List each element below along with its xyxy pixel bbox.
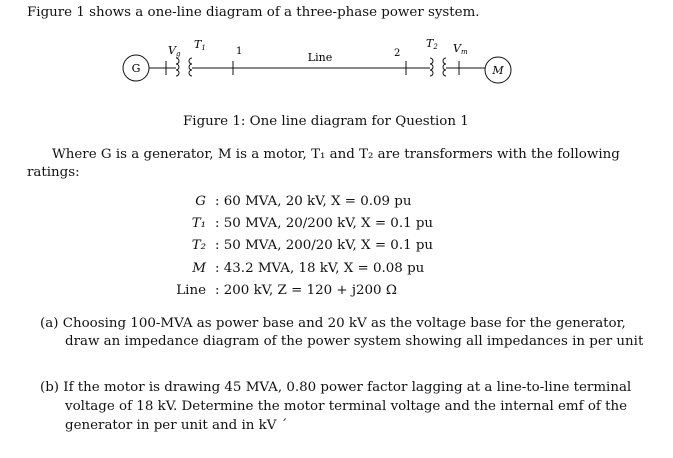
where-text-line1: Where G is a generator, M is a motor, T₁ and T₂ are transformers with the following [52,147,620,162]
bus2-label: 2 [394,48,401,59]
one-line-diagram [110,30,530,100]
rating-value-line: : 200 kV, Z = 120 + j200 Ω [215,283,397,298]
line-label: Line [307,51,333,64]
question-a-text1: Choosing 100-MVA as power base and 20 kV as the voltage base for the generator, [62,316,626,331]
generator-label: G [131,62,141,75]
bus1-label: 1 [236,46,243,57]
rating-label-g: G [195,194,206,209]
transformer-t2-symbol [430,58,446,76]
intro-text: Figure 1 shows a one-line diagram of a three-phase power system. [27,5,480,20]
rating-label-t2: T₂ [191,238,206,253]
question-a-line1 [40,316,626,331]
rating-value-m: : 43.2 MVA, 18 kV, X = 0.08 pu [215,261,425,276]
question-b-line3: generator in per unit and in kV ´ [65,418,288,433]
question-b-line1 [40,380,631,395]
question-b-text1: If the motor is drawing 45 MVA, 0.80 power factor lagging at a line-to-line terminal [63,380,632,395]
motor-symbol [485,57,511,83]
rating-value-t1: : 50 MVA, 20/200 kV, X = 0.1 pu [215,216,434,231]
rating-label-m: M [192,261,206,276]
where-text-line2: ratings: [27,165,80,180]
question-a-line2: draw an impedance diagram of the power system showing all impedances in per unit [65,334,644,349]
rating-label-line: Line [176,283,206,298]
question-b-line2: voltage of 18 kV. Determine the motor terminal voltage and the internal emf of the [65,399,628,414]
vg-label: Vg [168,44,181,58]
motor-label: M [492,64,504,77]
rating-value-g: : 60 MVA, 20 kV, X = 0.09 pu [215,194,412,209]
rating-label-t1: T₁ [191,216,206,231]
t2-label: T2 [426,37,438,51]
figure-caption: Figure 1: One line diagram for Question 1 [183,114,469,129]
transformer-t1-symbol [176,58,192,76]
generator-symbol [123,55,149,81]
t1-label: T1 [194,38,206,52]
question-b-marker: (b) [40,380,60,395]
vm-label: Vm [453,42,468,56]
question-a-marker: (a) [40,316,59,331]
rating-value-t2: : 50 MVA, 200/20 kV, X = 0.1 pu [215,238,434,253]
